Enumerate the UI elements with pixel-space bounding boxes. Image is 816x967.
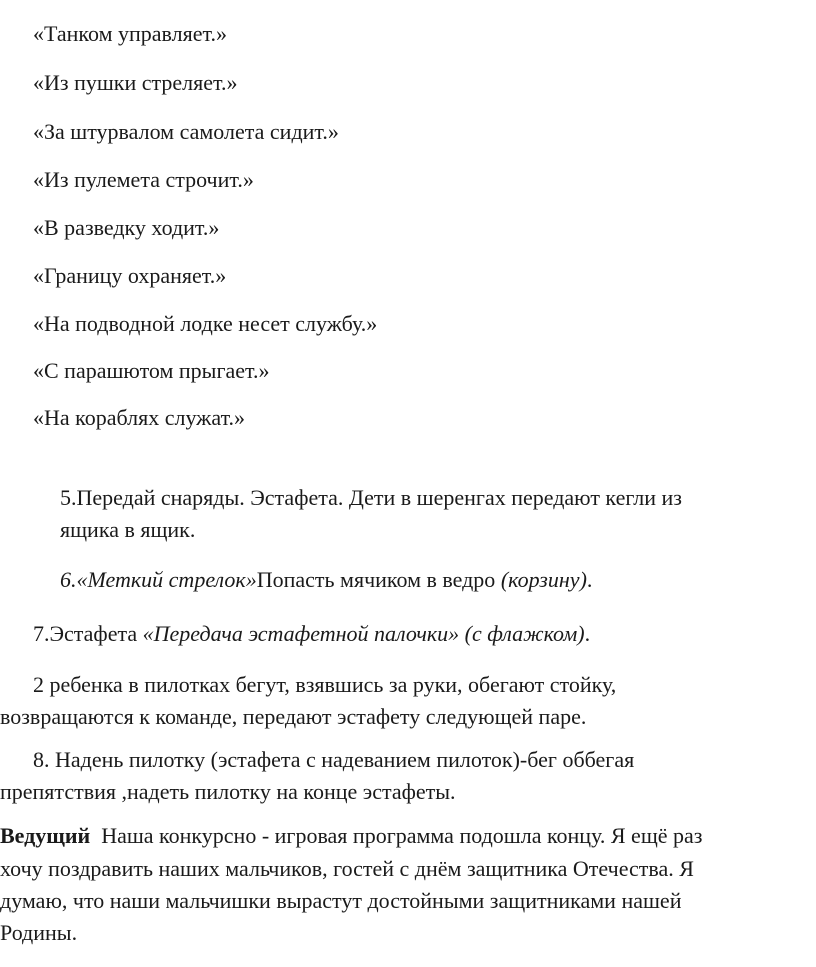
host-line3: думаю, что наши мальчишки вырастут достойными защитниками нашей [0, 888, 682, 913]
quote-line: «Из пушки стреляет.» [33, 70, 238, 95]
item-6-end: . [586, 567, 593, 592]
item-5-line1: 5.Передай снаряды. Эстафета. Дети в шеренгах передают кегли из [60, 485, 682, 510]
quote-line: «На подводной лодке несет службу.» [33, 311, 378, 336]
quote-line: «За штурвалом самолета сидит.» [33, 119, 339, 144]
host-speaker: Ведущий [0, 823, 91, 848]
quote-line: «С парашютом прыгает.» [33, 358, 270, 383]
quote-line: «Из пулемета строчит.» [33, 167, 254, 192]
item-5-line2: ящика в ящик. [60, 517, 196, 542]
item-6 [60, 564, 592, 596]
children-para-line1: 2 ребенка в пилотках бегут, взявшись за руки, обегают стойку, [33, 672, 617, 697]
children-para-line2: возвращаются к команде, передают эстафету следующей паре. [0, 704, 587, 729]
item-8-line1: 8. Надень пилотку (эстафета с надеванием пилоток)-бег оббегая [33, 747, 635, 772]
item-7-prefix: 7.Эстафета [33, 621, 143, 646]
item-6-title: 6.«Меткий стрелок» [60, 567, 257, 592]
item-7-italic: «Передача эстафетной палочки» (с флажком) [142, 621, 585, 646]
quote-line: «Танком управляет.» [33, 21, 227, 46]
item-6-text: Попасть мячиком в ведро [256, 567, 501, 592]
item-7-end: . [584, 621, 591, 646]
item-7 [33, 618, 590, 650]
item-6-tail: (корзину) [500, 567, 587, 592]
host-line2: хочу поздравить наших мальчиков, гостей с днём защитника Отечества. Я [0, 856, 694, 881]
quote-line: «В разведку ходит.» [33, 215, 220, 240]
host-line1 [0, 820, 702, 852]
quote-line: «На кораблях служат.» [33, 405, 246, 430]
item-8-line2: препятствия ,надеть пилотку на конце эстафеты. [0, 779, 456, 804]
host-line4: Родины. [0, 920, 78, 945]
quote-line: «Границу охраняет.» [33, 263, 227, 288]
host-text: Наша конкурсно - игровая программа подошла концу. Я ещё раз [90, 823, 703, 848]
